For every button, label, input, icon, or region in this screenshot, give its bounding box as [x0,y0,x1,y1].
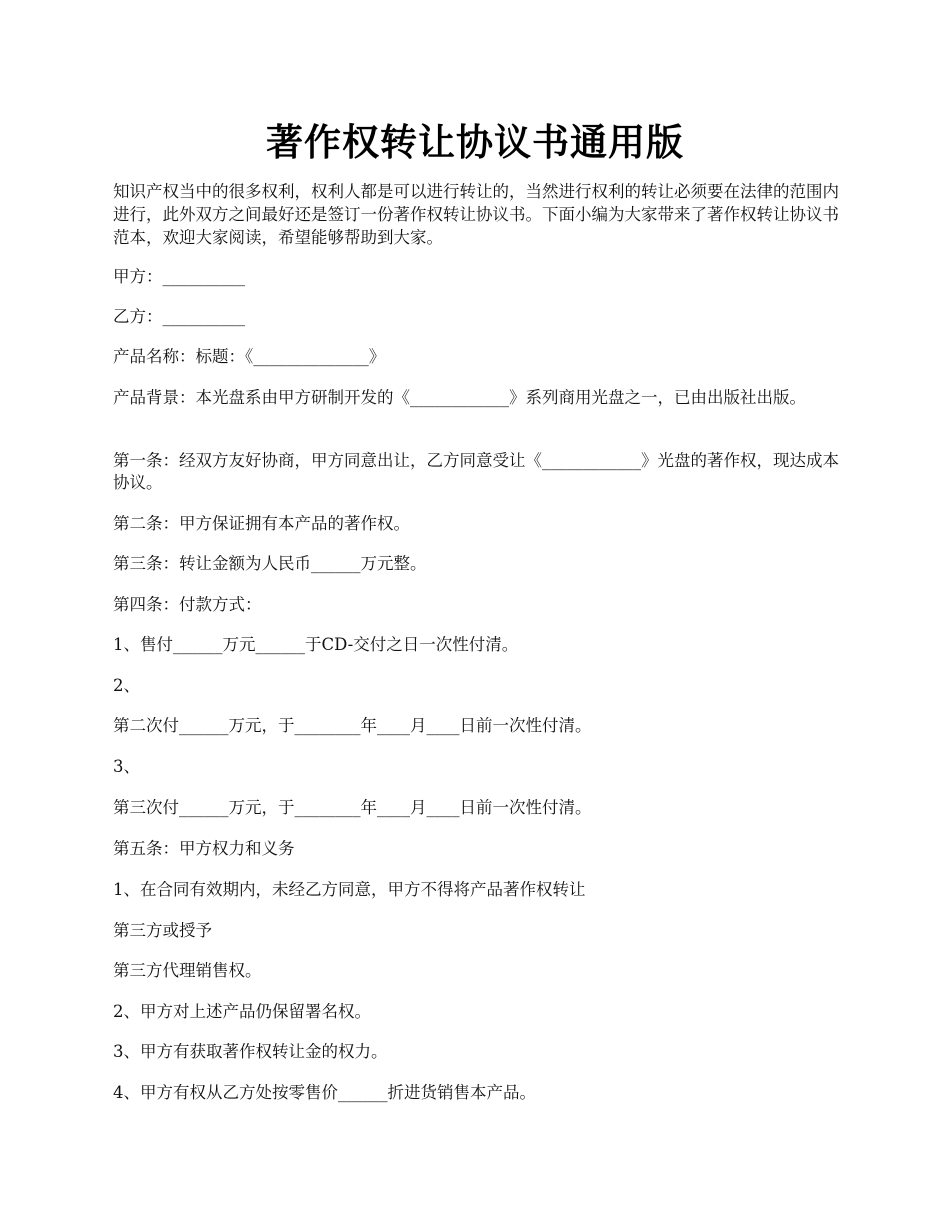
article-5-item-1-cont-b: 第三方代理销售权。 [113,961,262,980]
article-5-item-3: 3、甲方有获取著作权转让金的权力。 [113,1042,388,1061]
payment-item-1: 1、售付______万元______于CD-交付之日一次性付清。 [113,635,519,654]
product-name-line: 产品名称：标题：《______________》 [113,347,386,366]
article-1-paragraph: 第一条：经双方友好协商，甲方同意出让，乙方同意受让《____________》光盘的著作权，现达成本协议。 [113,451,839,492]
document-title: 著作权转让协议书通用版 [266,120,684,164]
article-3-line: 第三条：转让金额为人民币______万元整。 [113,554,427,573]
article-5-item-2: 2、甲方对上述产品仍保留署名权。 [113,1002,371,1021]
payment-item-3-text: 第三次付______万元，于________年____月____日前一次性付清。 [113,798,592,817]
article-5-item-1: 1、在合同有效期内，未经乙方同意，甲方不得将产品著作权转让 [113,880,586,899]
article-5-item-1-cont-a: 第三方或授予 [113,921,212,940]
party-b-line: 乙方：__________ [113,307,245,326]
party-a-line: 甲方：__________ [113,267,245,286]
article-5-item-4: 4、甲方有权从乙方处按零售价______折进货销售本产品。 [113,1083,536,1102]
article-4-line: 第四条：付款方式： [113,595,262,614]
intro-paragraph: 知识产权当中的很多权利，权利人都是可以进行转让的，当然进行权利的转让必须要在法律的范围内进行，此外双方之间最好还是签订一份著作权转让协议书。下面小编为大家带来了著作权转让协议书范本，欢迎大家阅读，希望能够帮助到大家。 [113,182,839,247]
payment-item-2-text: 第二次付______万元，于________年____月____日前一次性付清。 [113,716,592,735]
product-background-paragraph: 产品背景：本光盘系由甲方研制开发的《____________》系列商用光盘之一，已由出版社出版。 [113,388,806,407]
payment-item-2-label: 2、 [113,676,140,695]
payment-item-3-label: 3、 [113,757,140,776]
article-5-line: 第五条：甲方权力和义务 [113,839,295,858]
article-2-line: 第二条：甲方保证拥有本产品的著作权。 [113,514,410,533]
